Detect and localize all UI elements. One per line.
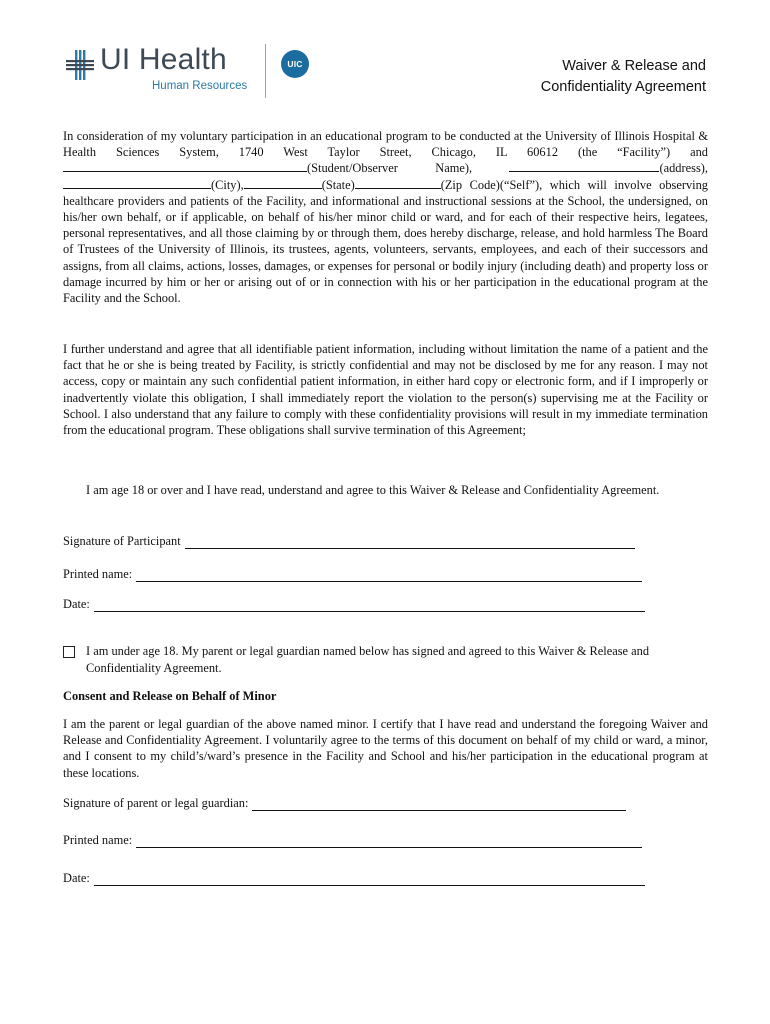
participant-date-label: Date: <box>63 597 90 611</box>
document-title <box>541 56 706 98</box>
minor-consent-paragraph: I am the parent or legal guardian of the above named minor. I certify that I have read and understand the foregoing Waiver and Release and Confidentiality Agreement. I voluntarily agree to the terms of this document on behalf of my child or ward, a minor, and I consent to my child’s/ward’s presence in the Facility and School and his/her participation in the educational program at these locations. <box>63 717 708 780</box>
guardian-printed-label: Printed name: <box>63 833 133 847</box>
adult-statement: I am age 18 or over and I have read, understand and agree to this Waiver & Release and Confidentiality Agreement. <box>86 483 660 497</box>
student-name-label: (Student/Observer Name), <box>307 161 473 176</box>
confidentiality-paragraph: I further understand and agree that all identifiable patient information, including without limitation the name of a patient and the fact that he or she is being treated by Facility, is strictly confidential and may not be disclosed by me for any reason. I may not access, copy or maintain any such confidential patient information, in either hard copy or electronic form, and if I improperly or inadvertently violate this obligation, I shall immediately report the violation to the person(s) supervising me at the Facility or School. I also understand that any failure to comply with these confidentiality provisions will result in my immediate termination from the educational program. These obligations shall survive termination of this Agreement; <box>63 342 708 438</box>
participant-printed-field[interactable] <box>136 569 642 582</box>
minor-section-title: Consent and Release on Behalf of Minor <box>63 689 277 703</box>
participant-signature-label: Signature of Participant <box>63 534 181 548</box>
city-field[interactable] <box>63 177 211 189</box>
state-label: (State) <box>321 177 355 192</box>
student-name-field[interactable] <box>63 160 307 172</box>
logo-subtitle: Human Resources <box>152 80 248 92</box>
ui-health-cross-icon <box>66 50 94 80</box>
participant-date-field[interactable] <box>94 599 645 612</box>
title-line-1: Waiver & Release and <box>562 58 706 74</box>
uic-badge: UIC <box>281 50 309 78</box>
waiver-body: (Zip Code)(“Self”), which will involve observing healthcare providers and patients of the Facility, and informational and instructional sessions at the School, the undersigned, on his/her own behalf, or if applicable, on behalf of his/her minor child or ward, and for each of their respective heirs, legatees, personal representatives, and all those claiming by or through them, does hereby discharge, release, and hold harmless The Board of Trustees of the University of Illinois, its trustees, agents, volunteers, servants, employees, and each of their successors and assigns, from all claims, actions, losses, damages, or expenses for personal or bodily injury (including death) and property loss or damage incurred by him or her or arising out of or in connection with his or her participation in the educational program at the Facility and the School. <box>63 177 708 306</box>
minor-statement: I am under age 18. My parent or legal guardian named below has signed and agreed to this Waiver & Release and Confidentiality Agreement. <box>86 644 650 675</box>
guardian-signature-row <box>63 795 626 811</box>
city-label: (City), <box>211 177 244 192</box>
guardian-printed-field[interactable] <box>136 835 642 848</box>
checkbox-icon[interactable] <box>63 646 75 658</box>
state-field[interactable] <box>244 177 322 189</box>
participant-printed-label: Printed name: <box>63 567 133 581</box>
guardian-date-row <box>63 870 645 886</box>
minor-statement-row <box>63 643 713 676</box>
waiver-intro: In consideration of my voluntary participation in an educational program to be conducted at the University of Illinois Hospital & Health Sciences System, 1740 West Taylor Street, Chicago, IL 60612 (the “Facility”) and <box>63 129 708 160</box>
address-label: (address), <box>659 161 708 176</box>
address-field[interactable] <box>509 160 659 172</box>
guardian-signature-label: Signature of parent or legal guardian: <box>63 796 249 810</box>
participant-signature-field[interactable] <box>185 536 635 549</box>
guardian-date-label: Date: <box>63 871 90 885</box>
logo-name: UI Health <box>100 43 227 76</box>
guardian-printed-row <box>63 832 642 848</box>
participant-signature-row <box>63 533 635 549</box>
title-line-2: Confidentiality Agreement <box>540 79 706 95</box>
waiver-paragraph <box>63 128 708 306</box>
logo-divider <box>265 44 266 98</box>
participant-date-row <box>63 596 645 612</box>
guardian-signature-field[interactable] <box>252 798 626 811</box>
ui-health-logo <box>66 44 247 100</box>
participant-printed-row <box>63 566 642 582</box>
zip-field[interactable] <box>355 177 441 189</box>
guardian-date-field[interactable] <box>94 873 645 886</box>
